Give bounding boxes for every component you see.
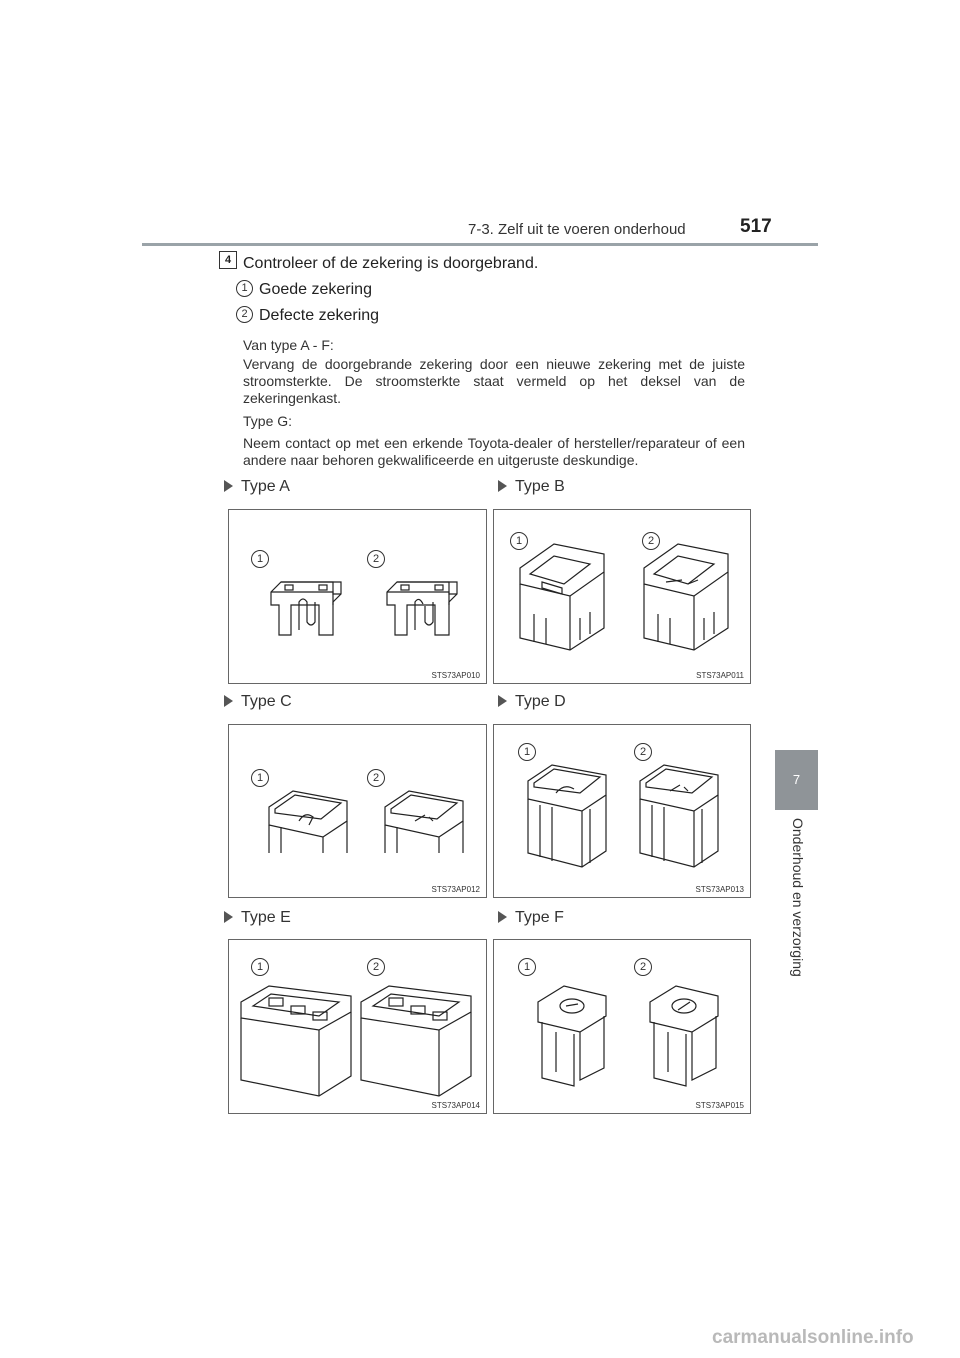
type-f-label: Type F [498, 909, 564, 927]
step-number-badge: 4 [219, 251, 237, 269]
header-rule [142, 243, 818, 246]
instruction-heading-2: Type G: [243, 413, 293, 429]
arrow-right-icon [224, 911, 233, 923]
item-defect-fuse: Defecte zekering [259, 307, 380, 324]
figure-code: STS73AP013 [695, 885, 744, 894]
figure-marker-1: 1 [251, 550, 269, 568]
figure-marker-1: 1 [518, 743, 536, 761]
cartridge-fuse-c-illustration [229, 725, 486, 897]
figure-marker-2: 2 [634, 743, 652, 761]
figure-marker-1: 1 [251, 958, 269, 976]
type-a-label: Type A [224, 478, 290, 496]
arrow-right-icon [498, 911, 507, 923]
figure-marker-2: 2 [642, 532, 660, 550]
item-marker-2: 2 [236, 306, 253, 323]
figure-type-d [493, 724, 751, 898]
chapter-tab: 7 [775, 750, 818, 810]
figure-marker-1: 1 [518, 958, 536, 976]
watermark: carmanualsonline.info [712, 1327, 914, 1348]
item-marker-1: 1 [236, 280, 253, 297]
arrow-right-icon [224, 480, 233, 492]
figure-code: STS73AP015 [695, 1101, 744, 1110]
figure-marker-2: 2 [367, 958, 385, 976]
figure-type-a [228, 509, 487, 684]
instruction-heading-1: Van type A - F: [243, 337, 334, 353]
section-title: 7-3. Zelf uit te voeren onderhoud [468, 221, 686, 238]
figure-type-f [493, 939, 751, 1114]
chapter-side-title-text: Onderhoud en verzorging [790, 818, 806, 977]
figure-code: STS73AP011 [696, 671, 744, 680]
cartridge-fuse-b-illustration [494, 510, 750, 683]
type-b-label: Type B [498, 478, 565, 496]
figure-code: STS73AP010 [431, 671, 480, 680]
item-good-fuse: Goede zekering [259, 281, 372, 298]
figure-marker-2: 2 [367, 550, 385, 568]
type-e-label: Type E [224, 909, 291, 927]
figure-marker-2: 2 [367, 769, 385, 787]
chapter-side-title [786, 818, 808, 988]
arrow-right-icon [498, 695, 507, 707]
instruction-body-1: Vervang de doorgebrande zekering door een nieuwe zekering met de juiste stroomsterkte. De stroomsterkte staat vermeld op het deksel van de zekeringenkast. [243, 356, 745, 406]
type-d-label: Type D [498, 693, 566, 711]
figure-marker-1: 1 [510, 532, 528, 550]
figure-type-e [228, 939, 487, 1114]
figure-code: STS73AP012 [431, 885, 480, 894]
instruction-body-2: Neem contact op met een erkende Toyota-dealer of hersteller/reparateur of een andere naar behoren gekwalificeerde en uitgeruste deskundige. [243, 435, 745, 468]
page-number: 517 [740, 216, 772, 237]
type-c-label: Type C [224, 693, 292, 711]
figure-marker-2: 2 [634, 958, 652, 976]
figure-code: STS73AP014 [431, 1101, 480, 1110]
figure-type-c [228, 724, 487, 898]
figure-type-b [493, 509, 751, 684]
figure-marker-1: 1 [251, 769, 269, 787]
arrow-right-icon [498, 480, 507, 492]
blade-fuse-illustration [229, 510, 486, 683]
arrow-right-icon [224, 695, 233, 707]
step-text: Controleer of de zekering is doorgebrand. [243, 255, 539, 272]
